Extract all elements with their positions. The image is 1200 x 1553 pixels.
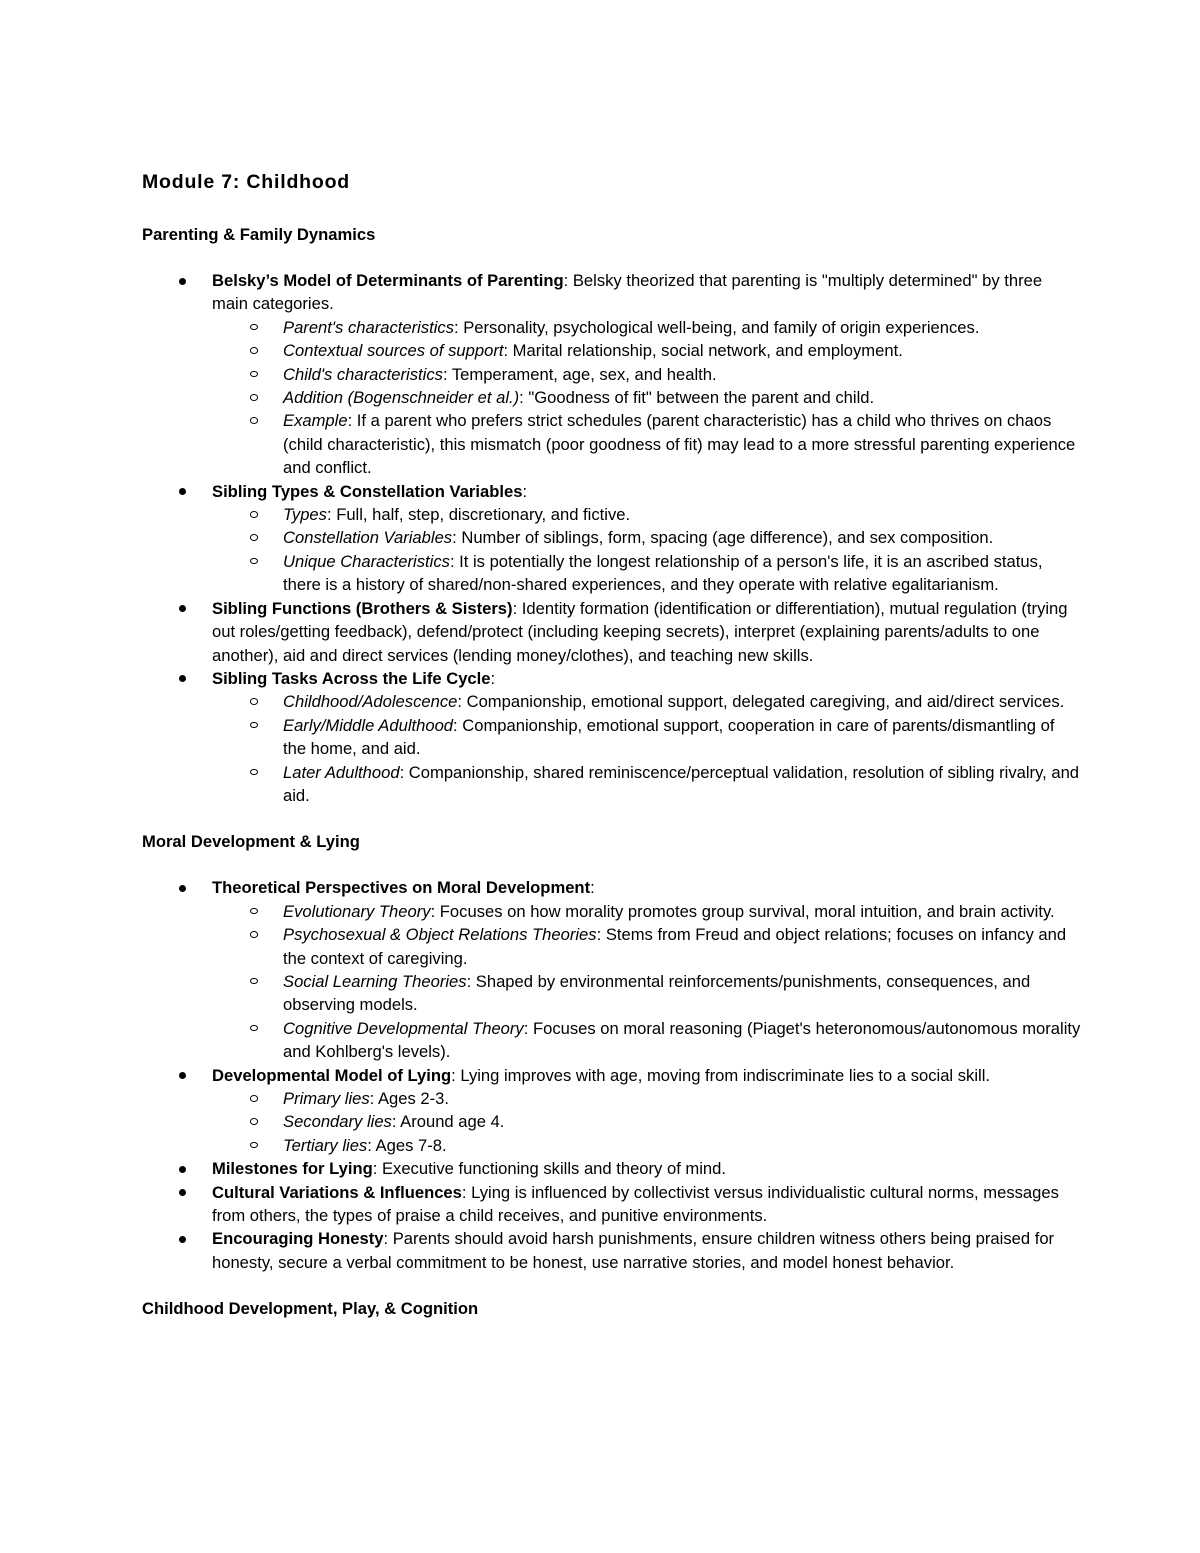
hollow-bullet-icon [250, 511, 258, 518]
sub-item-term: Contextual sources of support [283, 341, 504, 361]
bullet-list [142, 876, 1082, 1274]
hollow-bullet-icon [250, 558, 258, 565]
item-term: Developmental Model of Lying [212, 1065, 452, 1085]
sub-item-text: : Shaped by environmental reinforcements/punishments, consequences, and observing models. [283, 971, 1031, 1015]
sub-list-item [212, 923, 1082, 970]
hollow-bullet-icon [250, 978, 258, 985]
bullet-icon [179, 1189, 186, 1196]
hollow-bullet-icon [250, 371, 258, 378]
item-term: Encouraging Honesty [212, 1229, 384, 1249]
sub-item-text: : It is potentially the longest relationship of a person's life, it is an ascribed status, there is a history of shared/non-shared experiences, and they operate with relative egalitarianism. [283, 551, 1043, 595]
item-text: : [590, 878, 595, 898]
sub-item-text: : Marital relationship, social network, and employment. [503, 341, 903, 361]
sub-item-text: : Companionship, emotional support, cooperation in care of parents/dismantling of the home, and aid. [283, 715, 1055, 759]
item-term: Cultural Variations & Influences [212, 1182, 462, 1202]
sub-list-item [212, 714, 1082, 761]
item-term: Sibling Types & Constellation Variables [212, 481, 523, 501]
sub-list-item [212, 761, 1082, 808]
sub-item-text: : Temperament, age, sex, and health. [442, 364, 717, 384]
sub-list [212, 690, 1082, 807]
hollow-bullet-icon [250, 347, 258, 354]
item-text: : Lying is influenced by collectivist versus individualistic cultural norms, messages from others, the types of praise a child receives, and punitive environments. [212, 1182, 1059, 1226]
sub-item-term: Parent's characteristics [283, 317, 455, 337]
sub-item-text: : Focuses on how morality promotes group survival, moral intuition, and brain activity. [430, 901, 1055, 921]
sub-item-text: : Ages 2-3. [369, 1089, 450, 1108]
hollow-bullet-icon [250, 1118, 258, 1125]
hollow-bullet-icon [250, 908, 258, 915]
list-item [142, 1157, 1082, 1180]
sub-item-term: Social Learning Theories [283, 971, 467, 991]
sub-list-item [212, 409, 1082, 479]
hollow-bullet-icon [250, 534, 258, 541]
sub-item-text: : Number of siblings, form, spacing (age difference), and sex composition. [452, 528, 994, 548]
sub-item-text: : Stems from Freud and object relations; focuses on infancy and the context of caregiving. [283, 925, 1067, 968]
sub-list [212, 900, 1082, 1064]
sub-item-text: : "Goodness of fit" between the parent and child. [519, 388, 875, 408]
sub-list [212, 1087, 1082, 1157]
bullet-icon [179, 885, 186, 892]
bullet-icon [179, 1236, 186, 1243]
sub-item-term: Example [283, 411, 348, 431]
hollow-bullet-icon [250, 722, 258, 729]
section-heading: Childhood Development, Play, & Cognition [142, 1299, 479, 1319]
hollow-bullet-icon [250, 698, 258, 705]
sub-item-text: : Full, half, step, discretionary, and fictive. [326, 505, 631, 525]
sub-item-text: : Personality, psychological well-being, and family of origin experiences. [454, 317, 980, 337]
sub-item-term: Secondary lies [283, 1112, 392, 1132]
sub-item-term: Early/Middle Adulthood [283, 715, 454, 735]
hollow-bullet-icon [250, 1142, 258, 1149]
bullet-list [142, 269, 1082, 807]
bullet-icon [179, 605, 186, 612]
item-text: : Lying improves with age, moving from indiscriminate lies to a social skill. [451, 1065, 990, 1085]
sub-list-item [212, 316, 1082, 339]
sub-item-text: : Focuses on moral reasoning (Piaget's heteronomous/autonomous morality and Kohlberg's levels). [283, 1018, 1081, 1062]
sub-item-term: Unique Characteristics [283, 551, 450, 571]
bullet-icon [179, 278, 186, 285]
item-term: Belsky’s Model of Determinants of Parenting [212, 271, 564, 290]
sub-list-item [212, 970, 1082, 1017]
list-item [142, 480, 1082, 597]
sub-item-text: : Companionship, shared reminiscence/perceptual validation, resolution of sibling rivalry, and aid. [283, 762, 1080, 805]
sub-list-item [212, 1134, 1082, 1157]
sub-item-term: Later Adulthood [283, 762, 400, 782]
sub-list-item [212, 1087, 1082, 1110]
sub-list-item [212, 339, 1082, 362]
section-heading: Parenting & Family Dynamics [142, 225, 376, 244]
item-text: : Parents should avoid harsh punishments, ensure children witness others being praised for honesty, secure a verbal commitment to be honest, use narrative stories, and model honest behavior. [212, 1229, 1055, 1272]
sub-list-item [212, 900, 1082, 923]
sub-item-term: Child's characteristics [283, 364, 443, 384]
sub-list-item [212, 503, 1082, 526]
sub-list-item [212, 1017, 1082, 1064]
hollow-bullet-icon [250, 324, 258, 331]
sub-list-item [212, 550, 1082, 597]
sub-item-term: Cognitive Developmental Theory [283, 1018, 524, 1038]
sub-list [212, 316, 1082, 480]
bullet-icon [179, 1072, 186, 1079]
hollow-bullet-icon [250, 394, 258, 401]
list-item [142, 1064, 1082, 1158]
bullet-icon [179, 488, 186, 495]
sub-list-item [212, 690, 1082, 713]
sub-item-term: Addition (Bogenschneider et al.) [283, 388, 520, 408]
item-text: : Executive functioning skills and theory of mind. [372, 1159, 726, 1179]
list-item [142, 1181, 1082, 1228]
sub-item-term: Psychosexual & Object Relations Theories [283, 925, 597, 945]
sub-item-term: Tertiary lies [283, 1135, 368, 1155]
list-item [142, 597, 1082, 667]
sub-item-text: : Ages 7-8. [367, 1135, 447, 1155]
item-text: : [490, 668, 496, 688]
item-term: Sibling Functions (Brothers & Sisters) [212, 598, 513, 618]
section-heading: Moral Development & Lying [142, 832, 360, 852]
list-item [142, 269, 1082, 480]
list-item [142, 1227, 1082, 1274]
hollow-bullet-icon [250, 417, 258, 424]
sub-list-item [212, 526, 1082, 549]
sub-list-item [212, 1110, 1082, 1133]
sub-list-item [212, 363, 1082, 386]
hollow-bullet-icon [250, 769, 258, 776]
sub-list-item [212, 386, 1082, 409]
item-term: Theoretical Perspectives on Moral Development [212, 878, 591, 898]
sub-item-text: : Around age 4. [391, 1112, 505, 1132]
item-term: Sibling Tasks Across the Life Cycle [212, 668, 491, 688]
item-text: : Identity formation (identification or differentiation), mutual regulation (trying out roles/getting feedback), defend/protect (including keeping secrets), interpret (explaining parents/adults to one another), aid and direct services (lending money/clothes), and teaching new skills. [212, 598, 1068, 665]
list-item [142, 667, 1082, 807]
document-content [142, 168, 1082, 1343]
item-text: : Belsky theorized that parenting is "multiply determined" by three main categories. [212, 271, 1043, 314]
sub-item-term: Constellation Variables [283, 528, 453, 548]
sub-item-term: Childhood/Adolescence [283, 692, 458, 712]
sub-item-text: : If a parent who prefers strict schedules (parent characteristic) has a child who thrives on chaos (child characteristic), this mismatch (poor goodness of fit) may lead to a more stressful parenting experience and conflict. [283, 411, 1076, 478]
item-text: : [522, 481, 528, 501]
bullet-icon [179, 675, 186, 682]
hollow-bullet-icon [250, 1025, 258, 1032]
hollow-bullet-icon [250, 1095, 258, 1102]
list-item [142, 876, 1082, 1063]
bullet-icon [179, 1166, 186, 1173]
sub-list [212, 503, 1082, 597]
document-title: Module 7: Childhood [142, 171, 351, 193]
item-term: Milestones for Lying [212, 1159, 373, 1179]
sub-item-term: Types [283, 505, 327, 525]
sub-item-term: Primary lies [283, 1089, 370, 1108]
hollow-bullet-icon [250, 931, 258, 938]
sub-item-text: : Companionship, emotional support, delegated caregiving, and aid/direct services. [457, 692, 1065, 712]
sub-item-term: Evolutionary Theory [283, 901, 431, 921]
